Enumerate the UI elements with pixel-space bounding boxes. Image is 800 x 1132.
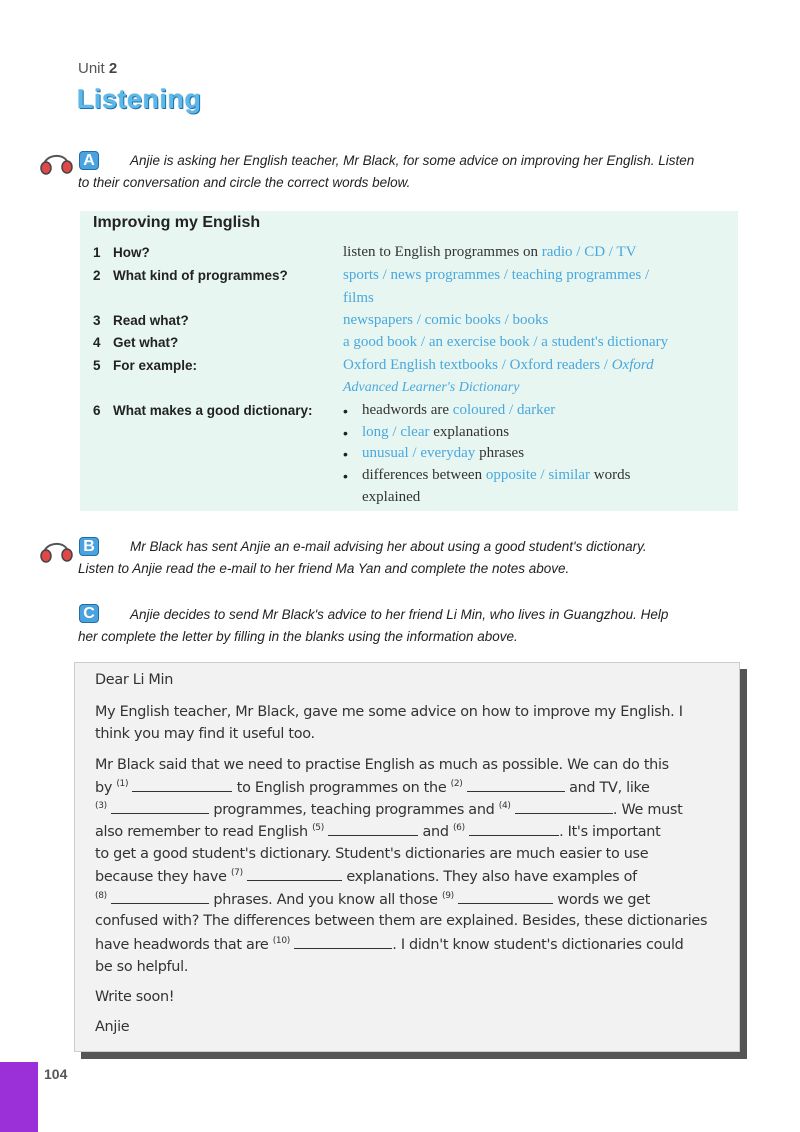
letter-line: be so helpful.: [95, 959, 189, 975]
blank-6[interactable]: [469, 823, 559, 836]
task-b-icon: B: [79, 537, 99, 556]
letter-line: $^{(3)}$ programmes, teaching programmes and $^{(4)}$ . We must: [95, 801, 683, 818]
blank-number: (5): [312, 823, 324, 834]
page-title: Listening: [77, 84, 202, 114]
letter-line: Mr Black said that we need to practise English as much as possible. We can do this: [95, 757, 669, 773]
answer-options[interactable]: long / clear: [362, 424, 430, 440]
page-color-bar: [0, 1062, 38, 1132]
blank-number: (10): [272, 936, 290, 947]
blank-5[interactable]: [328, 823, 418, 836]
task-c-icon: C: [79, 604, 99, 623]
item-question: What kind of programmes?: [113, 268, 288, 283]
item-question: What makes a good dictionary:: [113, 403, 313, 418]
answer-options[interactable]: coloured / darker: [452, 402, 556, 418]
blank-number: (8): [95, 891, 107, 902]
letter-greeting: Dear Li Min: [95, 672, 174, 688]
blank-8[interactable]: [111, 891, 209, 904]
item-number: 5: [93, 358, 101, 373]
blank-number: (4): [498, 801, 511, 812]
blank-4[interactable]: [515, 801, 613, 814]
headphones-icon: [40, 150, 74, 176]
answer-bullet: headwords are coloured / darker: [362, 402, 556, 418]
item-number: 3: [93, 313, 101, 328]
answer-options[interactable]: films: [343, 290, 374, 306]
item-question: How?: [113, 245, 150, 260]
blank-number: (6): [452, 823, 465, 834]
letter-closing: Write soon!: [95, 989, 175, 1005]
blank-number: (3): [95, 801, 107, 812]
answer-bullet: long / clear explanations: [362, 424, 510, 440]
task-a-instructions: Anjie is asking her English teacher, Mr Black, for some advice on improving her English. Listen to their conversation and circle the correct words below.: [78, 153, 695, 190]
letter-signature: Anjie: [95, 1019, 130, 1035]
answer-options[interactable]: radio / CD / TV: [541, 244, 637, 260]
answer-options[interactable]: unusual / everyday: [362, 445, 476, 461]
item-question: Get what?: [113, 335, 179, 350]
page-number: 104: [44, 1066, 68, 1082]
blank-number: (9): [441, 891, 454, 902]
letter-line: because they have $^{(7)}$ explanations. They also have examples of: [95, 868, 637, 885]
blank-number: (1): [116, 779, 129, 790]
item-number: 1: [93, 245, 101, 260]
blank-1[interactable]: [132, 779, 232, 792]
bullet: •: [343, 468, 348, 484]
letter-line: $^{(8)}$ phrases. And you know all those $^{(9)}$ words we get: [95, 891, 651, 908]
item-number: 4: [93, 335, 101, 350]
answer-bullet: unusual / everyday phrases: [362, 445, 525, 461]
blank-2[interactable]: [467, 779, 565, 792]
task-c-instructions: Anjie decides to send Mr Black's advice to her friend Li Min, who lives in Guangzhou. Help her complete the letter by filling in the blanks using the information above.: [78, 607, 669, 644]
answer-options[interactable]: Oxford English textbooks / Oxford readers / Oxford: [343, 357, 654, 373]
letter-line: also remember to read English $^{(5)}$ and $^{(6)}$ . It's important: [95, 823, 661, 840]
letter-line: confused with? The differences between them are explained. Besides, these dictionaries: [95, 913, 708, 929]
unit-number: 2: [108, 60, 118, 77]
answer-options[interactable]: sports / news programmes / teaching programmes /: [343, 267, 650, 283]
task-a-icon: A: [79, 151, 99, 170]
bullet: •: [343, 446, 348, 462]
item-question: For example:: [113, 358, 198, 373]
bullet: •: [343, 425, 348, 441]
letter-line: to get a good student's dictionary. Student's dictionaries are much easier to use: [95, 846, 649, 862]
item-number: 6: [93, 403, 101, 418]
item-number: 2: [93, 268, 101, 283]
answer-bullet: differences between opposite / similar words: [362, 467, 631, 483]
blank-number: (2): [450, 779, 463, 790]
blank-9[interactable]: [458, 891, 553, 904]
answer-options[interactable]: opposite / similar: [485, 467, 590, 483]
answer-bullet: explained: [362, 489, 421, 505]
answer-options[interactable]: Advanced Learner's Dictionary: [343, 380, 520, 395]
letter-line: have headwords that are $^{(10)}$ . I didn't know student's dictionaries could: [95, 936, 684, 953]
letter-line: by $^{(1)}$ to English programmes on the $^{(2)}$ and TV, like: [95, 779, 650, 796]
headphones-icon: [40, 538, 74, 564]
blank-10[interactable]: [294, 936, 392, 949]
letter-line: think you may find it useful too.: [95, 726, 315, 742]
notes-title: Improving my English: [93, 214, 261, 231]
task-b-instructions: Mr Black has sent Anjie an e-mail advising her about using a good student's dictionary. Listen to Anjie read the e-mail to her friend Ma Yan and complete the notes above.: [78, 539, 647, 576]
letter-line: My English teacher, Mr Black, gave me some advice on how to improve my English. I: [95, 704, 683, 720]
blank-3[interactable]: [111, 801, 209, 814]
blank-number: (7): [230, 868, 243, 879]
answer-options[interactable]: newspapers / comic books / books: [343, 312, 549, 328]
bullet: •: [343, 403, 348, 419]
answer-options[interactable]: a good book / an exercise book / a student's dictionary: [343, 334, 669, 350]
item-question: Read what?: [113, 313, 189, 328]
unit-label: Unit 2: [78, 60, 118, 77]
blank-7[interactable]: [247, 868, 342, 881]
answer-1: listen to English programmes on radio / CD / TV: [343, 244, 637, 260]
